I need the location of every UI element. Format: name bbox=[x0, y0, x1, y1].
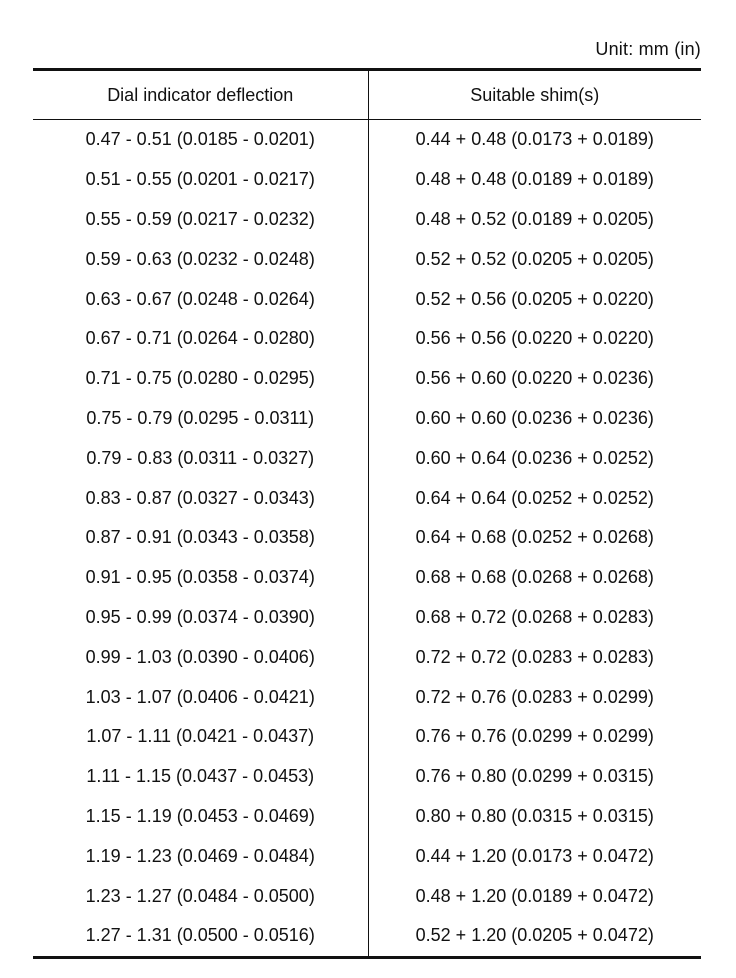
table-row bbox=[33, 598, 701, 638]
shim-cell: 0.72 + 0.72 (0.0283 + 0.0283) bbox=[415, 646, 654, 667]
deflection-cell: 1.23 - 1.27 (0.0484 - 0.0500) bbox=[33, 876, 368, 916]
deflection-cell: 1.11 - 1.15 (0.0437 - 0.0453) bbox=[33, 757, 368, 797]
table-row bbox=[33, 160, 701, 200]
deflection-cell: 0.51 - 0.55 (0.0201 - 0.0217) bbox=[33, 160, 368, 200]
shim-cell: 0.44 + 1.20 (0.0173 + 0.0472) bbox=[415, 845, 654, 866]
shim-cell: 0.48 + 1.20 (0.0189 + 0.0472) bbox=[415, 885, 654, 906]
shim-cell: 0.60 + 0.64 (0.0236 + 0.0252) bbox=[415, 447, 654, 468]
table-row bbox=[33, 757, 701, 797]
deflection-cell: 1.19 - 1.23 (0.0469 - 0.0484) bbox=[33, 836, 368, 876]
deflection-cell: 1.03 - 1.07 (0.0406 - 0.0421) bbox=[33, 677, 368, 717]
deflection-cell: 0.99 - 1.03 (0.0390 - 0.0406) bbox=[33, 637, 368, 677]
table-row bbox=[33, 876, 701, 916]
table-row bbox=[33, 239, 701, 279]
shim-cell: 0.56 + 0.56 (0.0220 + 0.0220) bbox=[415, 328, 654, 349]
table-body bbox=[33, 120, 701, 958]
deflection-cell: 0.71 - 0.75 (0.0280 - 0.0295) bbox=[33, 359, 368, 399]
table-row bbox=[33, 478, 701, 518]
shim-cell: 0.60 + 0.60 (0.0236 + 0.0236) bbox=[415, 407, 654, 428]
shim-cell: 0.52 + 0.56 (0.0205 + 0.0220) bbox=[415, 288, 654, 309]
deflection-cell: 0.47 - 0.51 (0.0185 - 0.0201) bbox=[33, 120, 368, 160]
table-row bbox=[33, 677, 701, 717]
header-row bbox=[33, 70, 701, 120]
table-row bbox=[33, 637, 701, 677]
table-row bbox=[33, 319, 701, 359]
shim-cell: 0.68 + 0.68 (0.0268 + 0.0268) bbox=[415, 567, 654, 588]
unit-label: Unit: mm (in) bbox=[595, 39, 701, 59]
deflection-cell: 0.91 - 0.95 (0.0358 - 0.0374) bbox=[33, 558, 368, 598]
deflection-cell: 0.87 - 0.91 (0.0343 - 0.0358) bbox=[33, 518, 368, 558]
deflection-cell: 0.67 - 0.71 (0.0264 - 0.0280) bbox=[33, 319, 368, 359]
shim-cell: 0.52 + 0.52 (0.0205 + 0.0205) bbox=[415, 248, 654, 269]
deflection-cell: 0.55 - 0.59 (0.0217 - 0.0232) bbox=[33, 200, 368, 240]
table-row bbox=[33, 836, 701, 876]
table-row bbox=[33, 200, 701, 240]
shim-cell: 0.72 + 0.76 (0.0283 + 0.0299) bbox=[415, 686, 654, 707]
table-row bbox=[33, 916, 701, 957]
table-row bbox=[33, 558, 701, 598]
shim-cell: 0.64 + 0.64 (0.0252 + 0.0252) bbox=[415, 487, 654, 508]
table-row bbox=[33, 120, 701, 160]
shim-cell: 0.64 + 0.68 (0.0252 + 0.0268) bbox=[415, 527, 654, 548]
deflection-cell: 0.79 - 0.83 (0.0311 - 0.0327) bbox=[33, 438, 368, 478]
header-dial-indicator-deflection: Dial indicator deflection bbox=[33, 70, 368, 120]
header-suitable-shims: Suitable shim(s) bbox=[368, 70, 701, 120]
deflection-cell: 0.75 - 0.79 (0.0295 - 0.0311) bbox=[33, 399, 368, 439]
shim-cell: 0.48 + 0.48 (0.0189 + 0.0189) bbox=[415, 169, 654, 190]
shim-selection-table bbox=[33, 68, 701, 959]
shim-cell: 0.48 + 0.52 (0.0189 + 0.0205) bbox=[415, 208, 654, 229]
deflection-cell: 0.59 - 0.63 (0.0232 - 0.0248) bbox=[33, 239, 368, 279]
deflection-cell: 1.27 - 1.31 (0.0500 - 0.0516) bbox=[33, 916, 368, 957]
shim-cell: 0.76 + 0.80 (0.0299 + 0.0315) bbox=[415, 766, 654, 787]
table-row bbox=[33, 279, 701, 319]
deflection-cell: 0.83 - 0.87 (0.0327 - 0.0343) bbox=[33, 478, 368, 518]
deflection-cell: 0.63 - 0.67 (0.0248 - 0.0264) bbox=[33, 279, 368, 319]
table-row bbox=[33, 518, 701, 558]
deflection-cell: 1.15 - 1.19 (0.0453 - 0.0469) bbox=[33, 797, 368, 837]
shim-cell: 0.76 + 0.76 (0.0299 + 0.0299) bbox=[415, 726, 654, 747]
shim-cell: 0.44 + 0.48 (0.0173 + 0.0189) bbox=[415, 129, 654, 150]
shim-cell: 0.80 + 0.80 (0.0315 + 0.0315) bbox=[415, 805, 654, 826]
table-row bbox=[33, 797, 701, 837]
deflection-cell: 0.95 - 0.99 (0.0374 - 0.0390) bbox=[33, 598, 368, 638]
shim-cell: 0.68 + 0.72 (0.0268 + 0.0283) bbox=[415, 606, 654, 627]
shim-selection-table-container bbox=[33, 68, 701, 959]
table-row bbox=[33, 399, 701, 439]
deflection-cell: 1.07 - 1.11 (0.0421 - 0.0437) bbox=[33, 717, 368, 757]
table-row bbox=[33, 717, 701, 757]
table-row bbox=[33, 438, 701, 478]
table-row bbox=[33, 359, 701, 399]
table-header bbox=[33, 70, 701, 120]
shim-cell: 0.52 + 1.20 (0.0205 + 0.0472) bbox=[368, 916, 701, 957]
shim-cell: 0.56 + 0.60 (0.0220 + 0.0236) bbox=[415, 368, 654, 389]
